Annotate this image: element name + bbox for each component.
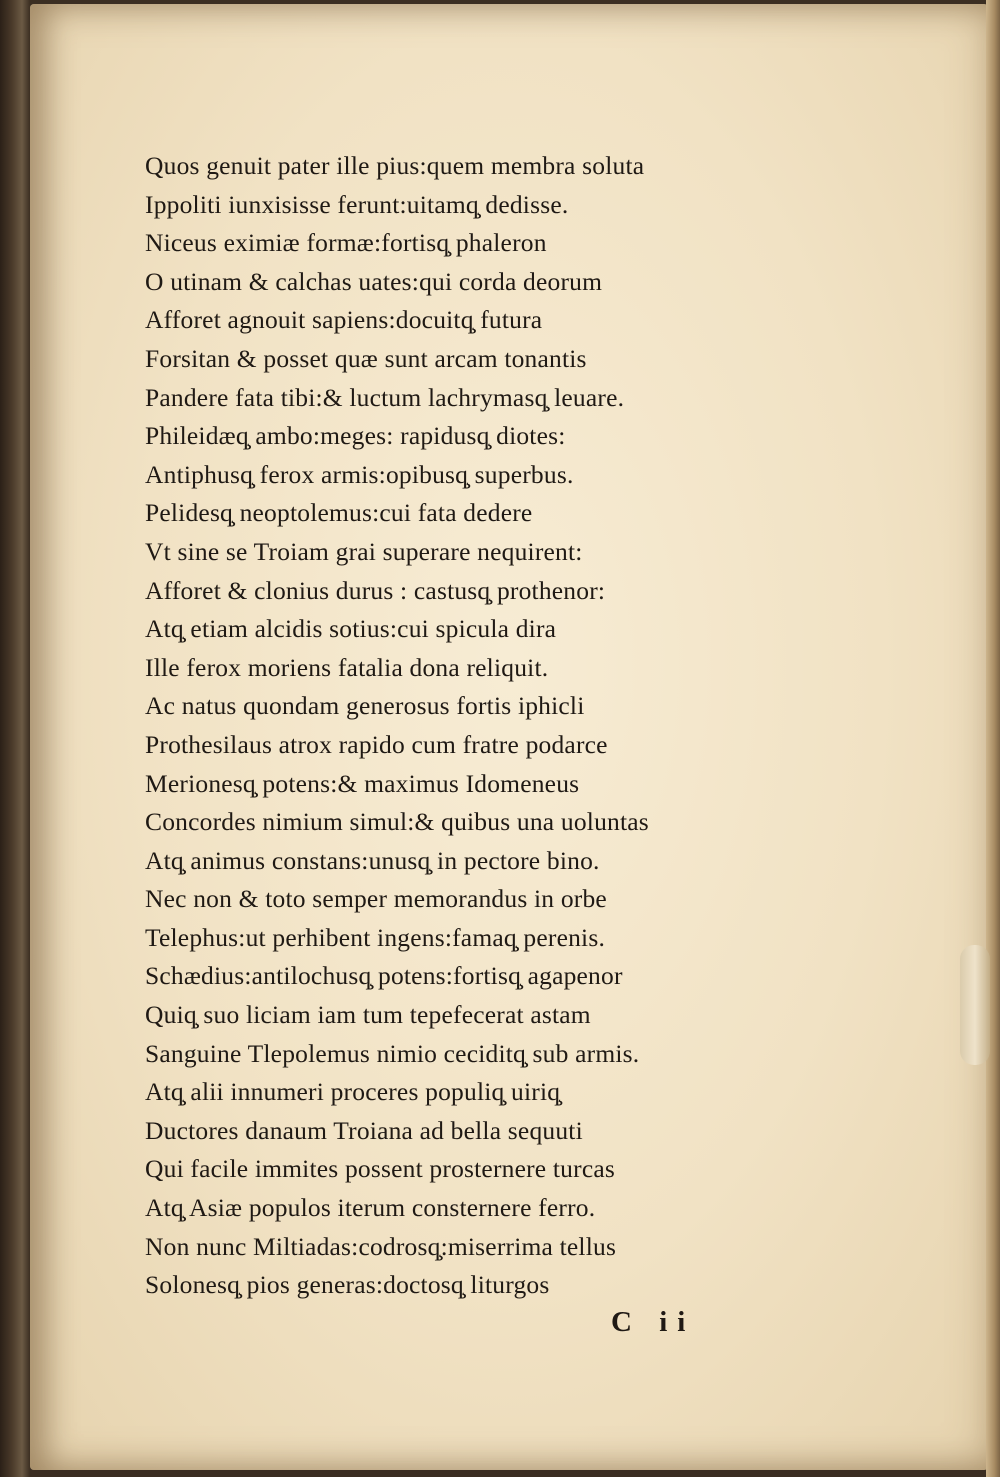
verse-line: Prothesilaus atrox rapido cum fratre podarce <box>145 729 608 759</box>
verse-line: Ductores danaum Troiana ad bella sequuti <box>145 1115 583 1145</box>
verse-line: Quiq̧ suo liciam iam tum tepefecerat astam <box>145 1000 591 1030</box>
verse-line: Nec non & toto semper memorandus in orbe <box>145 884 607 914</box>
verse-line: Concordes nimium simul:& quibus una uoluntas <box>145 807 649 837</box>
verse-line: Afforet & clonius durus : castusq̧ prothenor: <box>145 575 606 605</box>
verse-block <box>145 147 825 1305</box>
verse-line: Pelidesq̧ neoptolemus:cui fata dedere <box>145 498 533 528</box>
verse-line: Phileidæq̧ ambo:meges: rapidusq̧ diotes: <box>145 421 566 451</box>
verse-line: O utinam & calchas uates:qui corda deorum <box>145 266 603 296</box>
verse-line: Atq̧ etiam alcidis sotius:cui spicula dira <box>145 614 557 644</box>
verse-line: Non nunc Miltiadas:codrosq̧:miserrima tellus <box>145 1231 617 1261</box>
verse-line: Niceus eximiæ formæ:fortisq̧ phaleron <box>145 228 547 258</box>
signature-mark: C ii <box>611 1306 696 1338</box>
page-clip <box>960 945 990 1065</box>
page-edge <box>986 0 1000 1477</box>
verse-line: Solonesq̧ pios generas:doctosq̧ liturgos <box>145 1270 550 1300</box>
verse-line: Telephus:ut perhibent ingens:famaq̧ perenis. <box>145 922 606 952</box>
verse-line: Atq̧ alii innumeri proceres populiq̧ uiriq̧ <box>145 1077 561 1107</box>
verse-line: Vt sine se Troiam grai superare nequirent: <box>145 536 583 566</box>
verse-line: Afforet agnouit sapiens:docuitq̧ futura <box>145 305 543 335</box>
verse-line: Antiphusq̧ ferox armis:opibusq̧ superbus. <box>145 459 574 489</box>
verse-line: Pandere fata tibi:& luctum lachrymasq̧ leuare. <box>145 382 625 412</box>
verse-line: Forsitan & posset quæ sunt arcam tonantis <box>145 343 587 373</box>
verse-line: Ac natus quondam generosus fortis iphicli <box>145 691 585 721</box>
verse-line: Quos genuit pater ille pius:quem membra soluta <box>145 151 645 180</box>
verse-line: Qui facile immites possent prosternere turcas <box>145 1154 615 1184</box>
verse-line: Atq̧ Asiæ populos iterum consternere ferro. <box>145 1193 596 1223</box>
verse-line: Ille ferox moriens fatalia dona reliquit. <box>145 652 549 682</box>
verse-line: Merionesq̧ potens:& maximus Idomeneus <box>145 768 580 798</box>
verse-line: Schædius:antilochusq̧ potens:fortisq̧ agapenor <box>145 961 623 991</box>
verse-line: Atq̧ animus constans:unusq̧ in pectore bino. <box>145 845 600 875</box>
verse-line: Ippoliti iunxisisse ferunt:uitamq̧ dedisse. <box>145 189 569 219</box>
verse-line: Sanguine Tlepolemus nimio ceciditq̧ sub armis. <box>145 1038 640 1068</box>
